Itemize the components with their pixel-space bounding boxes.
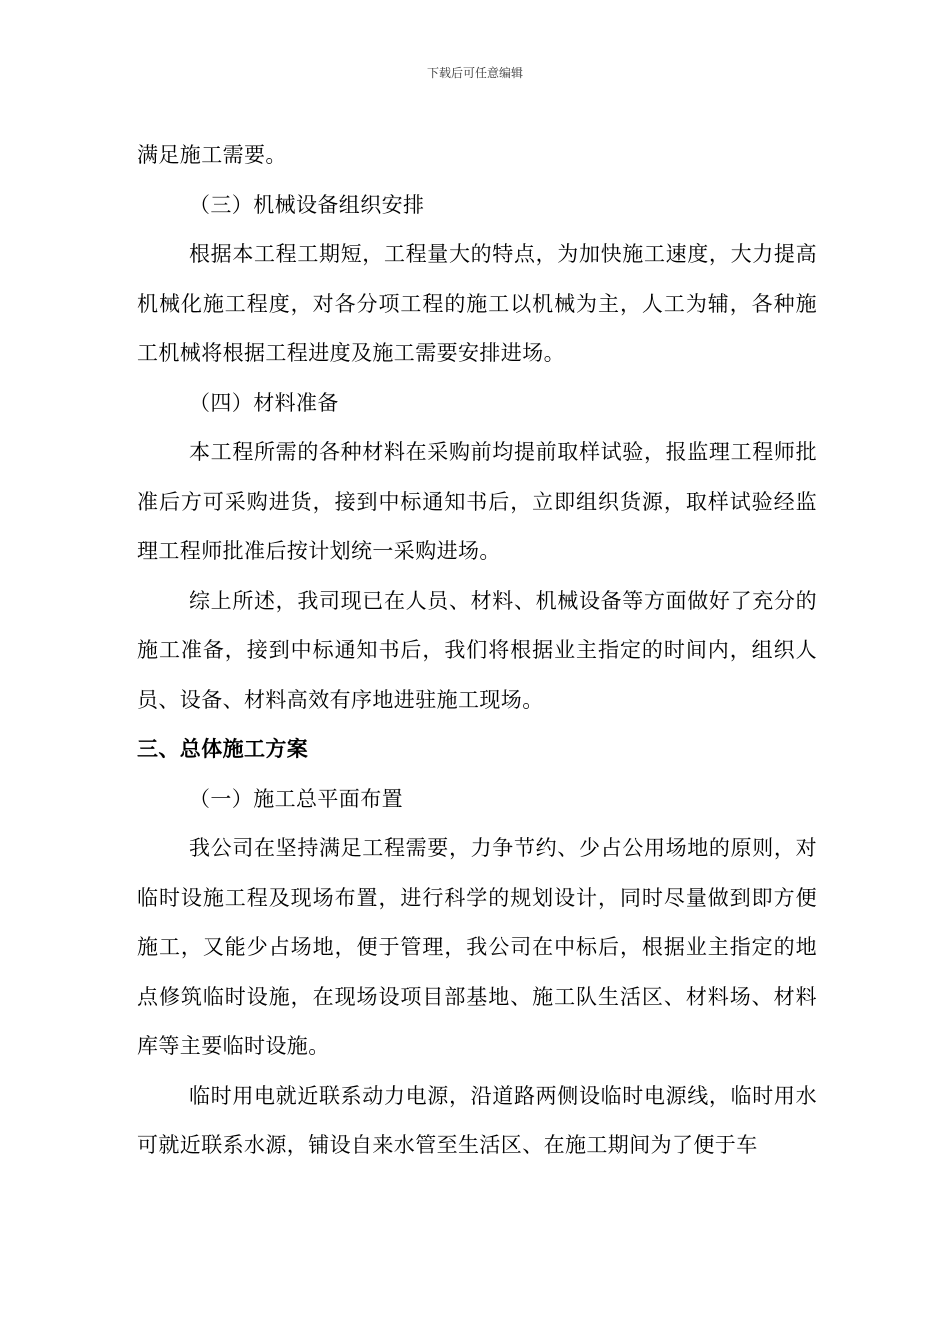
section-heading-overall-plan: 三、总体施工方案 (137, 737, 309, 761)
paragraph-temporary-utilities: 临时用电就近联系动力电源，沿道路两侧设临时电源线，临时用水可就近联系水源，铺设自来水管至生活区、在施工期间为了便于车 (137, 1083, 817, 1157)
paragraph-continuation: 满足施工需要。 (137, 143, 287, 167)
paragraph-summary: 综上所述，我司现已在人员、材料、机械设备等方面做好了充分的施工准备，接到中标通知书后，我们将根据业主指定的时间内，组织人员、设备、材料高效有序地进驻施工现场。 (137, 588, 817, 712)
page-header: 下载后可任意编辑 (426, 66, 523, 80)
paragraph-machinery: 根据本工程工期短，工程量大的特点，为加快施工速度，大力提高机械化施工程度，对各分项工程的施工以机械为主，人工为辅，各种施工机械将根据工程进度及施工需要安排进场。 (137, 242, 817, 365)
subheading-machinery: （三）机械设备组织安排 (189, 192, 425, 217)
paragraph-site-layout: 我公司在坚持满足工程需要，力争节约、少占公用场地的原则，对临时设施工程及现场布置，进行科学的规划设计，同时尽量做到即方便施工，又能少占场地，便于管理，我公司在中标后，根据业主指定的地点修筑临时设施，在现场设项目部基地、施工队生活区、材料场、材料库等主要临时设施。 (137, 836, 817, 1058)
paragraph-materials: 本工程所需的各种材料在采购前均提前取样试验，报监理工程师批准后方可采购进货，接到中标通知书后，立即组织货源，取样试验经监理工程师批准后按计划统一采购进场。 (137, 440, 817, 563)
subheading-site-layout: （一）施工总平面布置 (189, 786, 403, 811)
subheading-materials: （四）材料准备 (189, 390, 339, 415)
document-body (137, 131, 817, 1171)
